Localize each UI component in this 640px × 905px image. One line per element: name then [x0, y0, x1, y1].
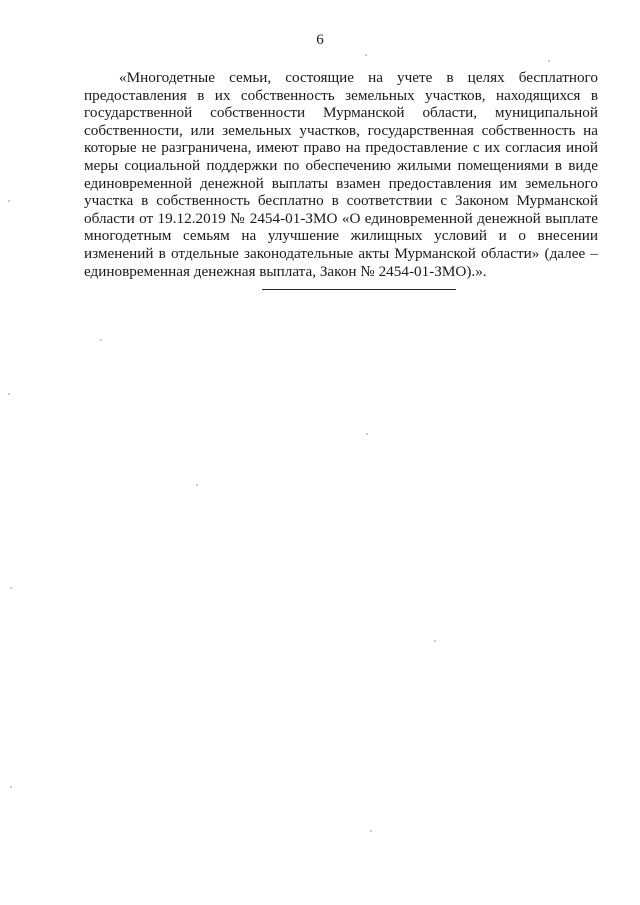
body-paragraph: «Многодетные семьи, состоящие на учете в целях бесплатного предоставления в их собственность земельных участков, находящихся в государственной собственности Мурманской области, муниципальной собственности, или земельных участков, государственная собственность на которые не разграничена, имеют право на предоставление с их согласия иной меры социальной поддержки по обеспечению жилыми помещениями в виде единовременной денежной выплаты взамен предоставления им земельного участка в собственность бесплатно в соответствии с Законом Мурманской области от 19.12.2019 № 2454-01-ЗМО «О единовременной денежной выплате многодетным семьям на улучшение жилищных условий и о внесении изменений в отдельные законодательные акты Мурманской области» (далее – единовременная денежная выплата, Закон № 2454-01-ЗМО).». [84, 69, 598, 280]
separator-line [262, 289, 456, 290]
page-number: 6 [316, 32, 324, 48]
scan-speck [370, 830, 372, 832]
scan-speck [365, 54, 367, 56]
scan-speck [366, 433, 368, 435]
scan-speck [10, 786, 12, 788]
scan-speck [548, 60, 550, 62]
scan-speck [100, 339, 102, 341]
scan-speck [10, 587, 12, 589]
scan-speck [434, 640, 436, 642]
scan-speck [8, 393, 10, 395]
scan-speck [8, 200, 10, 202]
scan-speck [196, 484, 198, 486]
